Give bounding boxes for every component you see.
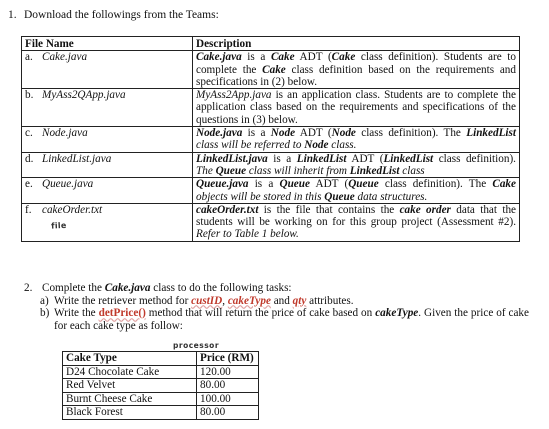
file-name: Node.java bbox=[42, 127, 88, 140]
row-letter: e. bbox=[25, 178, 33, 191]
file-name-cell bbox=[22, 178, 193, 204]
header-cake-type: Cake Type bbox=[63, 352, 197, 366]
file-name: Cake.java bbox=[42, 51, 88, 64]
task-a: a) Write the retriever method for custID, cakeType and qty attributes. bbox=[40, 294, 354, 307]
question-text: Download the followings from the Teams: bbox=[24, 9, 219, 21]
cake-type-cell: Black Forest bbox=[63, 406, 197, 420]
table-row bbox=[63, 392, 259, 406]
table-row bbox=[22, 152, 520, 178]
question-2 bbox=[24, 282, 529, 332]
description-cell: LinkedList.java is a LinkedList ADT (LinkedList class definition). The Queue class will inherit from LinkedList class bbox=[193, 152, 520, 178]
description-cell: cakeOrder.txt is the file that contains the cake order data that the students will be working on for this group project (Assessment #2). Refer to Table 1 below. bbox=[193, 203, 520, 241]
table-header-row bbox=[22, 37, 520, 51]
question-2-intro: 2. Complete the Cake.java class to do the following tasks: bbox=[24, 282, 292, 294]
cake-type-cell: D24 Chocolate Cake bbox=[63, 365, 197, 379]
row-letter: d. bbox=[25, 152, 34, 165]
price-cell: 80.00 bbox=[197, 406, 259, 420]
description-cell: Node.java is a Node ADT (Node class definition). The LinkedList class will be referred to Node class. bbox=[193, 127, 520, 153]
file-name-cell bbox=[22, 127, 193, 153]
table-row bbox=[22, 89, 520, 127]
file-name: MyAss2QApp.java bbox=[42, 89, 126, 102]
price-cell: 100.00 bbox=[197, 392, 259, 406]
table-row bbox=[63, 379, 259, 393]
table-row bbox=[63, 365, 259, 379]
question-1 bbox=[8, 9, 219, 22]
file-name-cell bbox=[22, 51, 193, 89]
row-letter: c. bbox=[25, 127, 33, 140]
header-price: Price (RM) bbox=[197, 352, 259, 366]
table-row bbox=[22, 178, 520, 204]
file-name: LinkedList.java bbox=[42, 152, 112, 165]
description-cell: Queue.java is a Queue ADT (Queue class definition). The Cake objects will be stored in this Queue data structures. bbox=[193, 178, 520, 204]
file-name-cell bbox=[22, 152, 193, 178]
cake-type-cell: Red Velvet bbox=[63, 379, 197, 393]
header-file-name: File Name bbox=[22, 37, 193, 51]
handwritten-note: file bbox=[50, 220, 67, 231]
table-row bbox=[22, 203, 520, 241]
table-row bbox=[22, 127, 520, 153]
row-letter: f. bbox=[25, 203, 32, 216]
description-cell: Cake.java is a Cake ADT (Cake class definition). Students are to complete the Cake class definition based on the requirements and specifications in (2) below. bbox=[193, 51, 520, 89]
cake-price-table bbox=[62, 351, 259, 420]
file-name: Queue.java bbox=[42, 178, 94, 191]
header-description: Description bbox=[193, 37, 520, 51]
question-number: 2. bbox=[24, 282, 33, 294]
row-letter: a. bbox=[25, 51, 33, 64]
files-table bbox=[21, 36, 520, 242]
task-letter: b) bbox=[40, 307, 50, 320]
task-letter: a) bbox=[40, 294, 49, 307]
task-b: b) Write the detPrice() method that will return the price of cake based on cakeType. Given the price of cake for each cake type as follow: bbox=[40, 307, 529, 332]
file-name-cell bbox=[22, 89, 193, 127]
file-name-cell bbox=[22, 203, 193, 241]
price-cell: 120.00 bbox=[197, 365, 259, 379]
table-row bbox=[63, 406, 259, 420]
file-name: cakeOrder.txt bbox=[42, 203, 103, 216]
cake-type-cell: Burnt Cheese Cake bbox=[63, 392, 197, 406]
table-row bbox=[22, 51, 520, 89]
handwritten-annotation: processor bbox=[173, 341, 220, 350]
question-number: 1. bbox=[8, 9, 17, 21]
description-cell: MyAss2App.java is an application class. Students are to complete the application class based on the requirements and specifications of the questions in (3) below. bbox=[193, 89, 520, 127]
table-header-row bbox=[63, 352, 259, 366]
price-cell: 80.00 bbox=[197, 379, 259, 393]
row-letter: b. bbox=[25, 89, 34, 102]
